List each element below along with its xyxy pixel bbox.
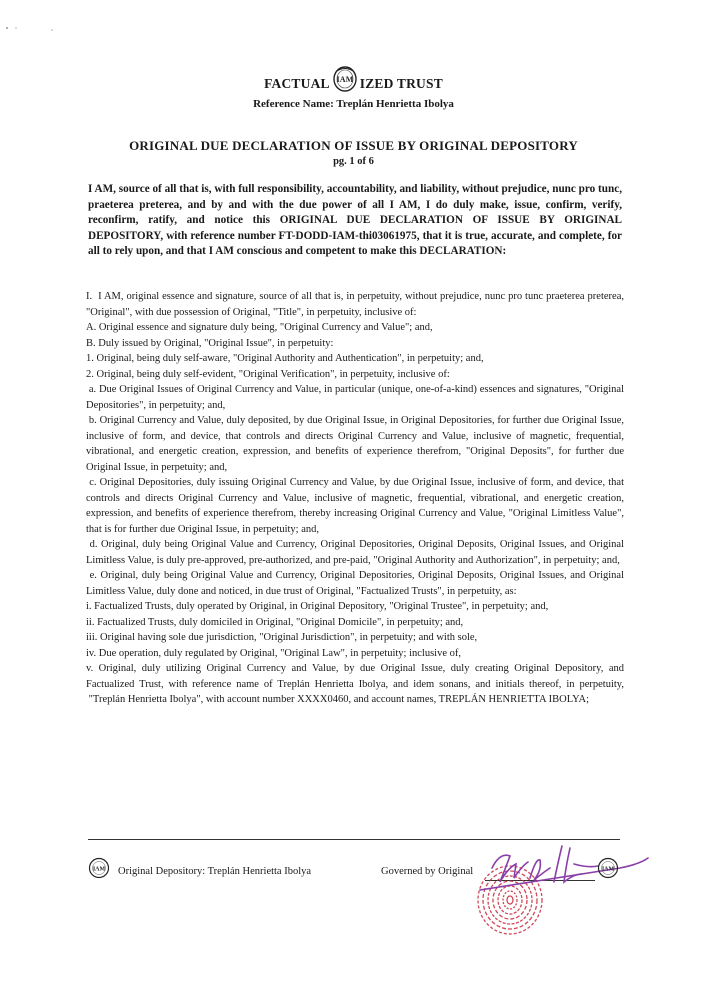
iam-seal-icon bbox=[88, 857, 110, 884]
body-paragraph: 2. Original, being duly self-evident, "Original Verification", in perpetuity, inclusive of: bbox=[86, 368, 450, 380]
body-paragraph: A. Original essence and signature duly being, "Original Currency and Value"; and, bbox=[86, 322, 433, 333]
body-paragraph: B. Duly issued by Original, "Original Issue", in perpetuity: bbox=[86, 337, 334, 349]
body-paragraph: v. Original, duly utilizing Original Currency and Value, by due Original Issue, duly creating Original Depository, and Factualized Trust, with reference name of Treplán Henrietta Ibolya, and idem sonans, and initials thereof, in perpetuity, "Treplán Henrietta Ibolya", with account number XXXX0460, and account names, TREPLÁN HENRIETTA IBOLYA; bbox=[86, 663, 624, 705]
footer-depository: Original Depository: Treplán Henrietta Ibolya bbox=[118, 866, 312, 877]
document-title: ORIGINAL DUE DECLARATION OF ISSUE BY ORIGINAL DEPOSITORY bbox=[129, 138, 578, 153]
preamble-paragraph: I AM, source of all that is, with full responsibility, accountability, and liability, without prejudice, nunc pro tunc, praeterea preterea, and by and with the due power of all I AM, I do duly make, issue, confirm, verify, reconfirm, ratify, and notice this ORIGINAL DUE DECLARATION OF ISSUE BY ORIGINAL DEPOSITORY, with reference number FT-DODD-IAM-thi03061975, that it is true, accurate, and complete, for all to rely upon, and that I AM conscious and competent to make this DECLARATION: bbox=[88, 183, 622, 258]
reference-label: Reference Name: bbox=[253, 98, 334, 110]
body-paragraph: a. Due Original Issues of Original Currency and Value, in particular (unique, one-of-a-kind) essences and signatures, "Original Depositories", in perpetuity; and, bbox=[86, 384, 624, 411]
body-paragraph: iii. Original having sole due jurisdiction, "Original Jurisdiction", in perpetuity; and with sole, bbox=[86, 632, 478, 643]
trust-name bbox=[0, 58, 707, 92]
svg-text:IAM: IAM bbox=[336, 75, 354, 84]
trust-name-left: FACTUAL bbox=[264, 76, 330, 91]
body-paragraph: I. I AM, original essence and signature, source of all that is, in perpetuity, without prejudice, nunc pro tunc praeterea preterea, "Original", with due possession of Original, "Title", in perpetuity, inclusive of: bbox=[86, 291, 624, 318]
iam-seal-icon bbox=[332, 64, 358, 98]
body-paragraph: ii. Factualized Trusts, duly domiciled in Original, "Original Domicile", in perpetuity; and, bbox=[86, 616, 464, 628]
body-paragraph: d. Original, duly being Original Value and Currency, Original Depositories, Original Deposits, Original Issues, and Original Limitless Value, is duly pre-approved, pre-authorized, and pre-paid, "Original Authority and Authorization", in perpetuity; and, bbox=[86, 539, 624, 566]
reference-line bbox=[0, 98, 707, 110]
body-paragraph: b. Original Currency and Value, duly deposited, by due Original Issue, in Original Depositories, for further due Original Issue, inclusive of form, and device, that controls and directs Original Currency and Value, inclusive of magnetic, frequential, vibrational, and energetic creation, expression, and benefits of experience therefrom, "Original Deposits", for further due Original Issue, in perpetuity; and, bbox=[86, 415, 624, 473]
page-number: pg. 1 of 6 bbox=[333, 156, 374, 167]
trust-name-right: IZED TRUST bbox=[359, 76, 443, 91]
body-paragraph: e. Original, duly being Original Value and Currency, Original Depositories, Original Deposits, Original Issues, and Original Limitless Value, duly done and noticed, in due trust of Original, "Factualized Trusts", in perpetuity, as: bbox=[86, 570, 624, 597]
body-paragraph: 1. Original, being duly self-aware, "Original Authority and Authentication", in perpetuity; and, bbox=[86, 353, 484, 364]
svg-text:IAM: IAM bbox=[92, 866, 106, 873]
declaration-body bbox=[86, 289, 624, 708]
handwritten-signature bbox=[470, 838, 650, 903]
reference-name: Treplán Henrietta Ibolya bbox=[336, 98, 454, 110]
iam-seal-icon bbox=[597, 857, 619, 884]
body-paragraph: iv. Due operation, duly regulated by Original, "Original Law", in perpetuity; inclusive of, bbox=[86, 647, 462, 659]
footer-governed: Governed by Original bbox=[381, 866, 474, 877]
body-paragraph: c. Original Depositories, duly issuing Original Currency and Value, by due Original Issue, inclusive of form, and device, that controls and directs Original Currency and Value, inclusive of magnetic, frequential, vibrational, and energetic creation, expression, and benefits of experience therefrom, thereby increasing Original Currency and Value, "Original Limitless Value", that is for further due Original Issue, in perpetuity; and, bbox=[86, 477, 624, 535]
svg-text:IAM: IAM bbox=[601, 866, 615, 873]
body-paragraph: i. Factualized Trusts, duly operated by Original, in Original Depository, "Original Trustee", in perpetuity; and, bbox=[86, 601, 549, 612]
trust-header bbox=[0, 58, 707, 110]
scan-marks bbox=[4, 22, 64, 37]
